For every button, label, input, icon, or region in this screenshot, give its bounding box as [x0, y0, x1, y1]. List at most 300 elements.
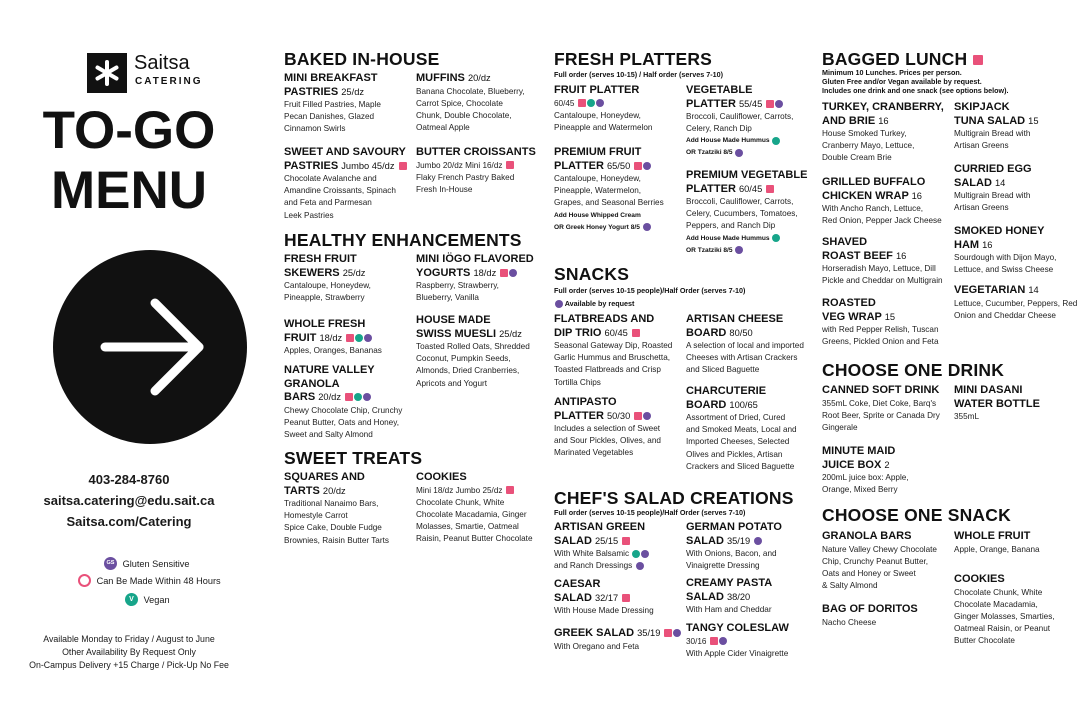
- text-snacks-i1-d-2: Toasted Flatbreads and Crisp: [554, 365, 661, 375]
- text-salad-i6-d-0: With Apple Cider Vinaigrette: [686, 648, 789, 658]
- text-salad-i6-n: TANGY COLESLAW: [686, 622, 789, 634]
- text-salad-i1-d-1: and Ranch Dressings: [554, 561, 633, 571]
- text-snacks-i2-n: ARTISAN CHEESE: [686, 313, 784, 325]
- text-sweet-i2-d-1: Chocolate Macadamia, Ginger: [416, 509, 527, 519]
- text-lunch-i2-p: 15: [1028, 115, 1039, 126]
- menu-item-smoked-honey-ham: [954, 225, 1084, 276]
- text-salad-i5-d-0: With Oregano and Feta: [554, 641, 640, 651]
- item-name: [554, 146, 684, 173]
- text-snack-i2-n: WHOLE FRUIT: [954, 530, 1031, 542]
- gluten-sensitive-icon: [775, 100, 783, 108]
- text-salad-i2-d-0: With Onions, Bacon, and: [686, 549, 777, 558]
- text-snacks-i4-d-0: Assortment of Dried, Cured: [686, 413, 786, 422]
- text-snack-i3-d-0: Nacho Cheese: [822, 617, 877, 627]
- item-name: [284, 364, 414, 405]
- text-healthy-i1-d-1: Pineapple, Strawberry: [284, 293, 365, 303]
- text-baked-i1-d-0: Fruit Filled Pastries, Maple: [284, 100, 381, 109]
- text-healthy-i5-d-0: Chewy Chocolate Chip, Crunchy: [284, 405, 403, 415]
- item-name: [284, 471, 412, 498]
- text-snacks-i4-d-3: Olives and Pickles, Artisan: [686, 449, 783, 459]
- item-name: [554, 396, 684, 423]
- text-snacks-i1-d-1: Garlic Hummus and Bruschetta,: [554, 353, 671, 363]
- section-healthy: HEALTHY ENHANCEMENTS: [284, 230, 522, 250]
- vegan-icon: [354, 393, 362, 401]
- text-salad-i2-d-1: Vinaigrette Dressing: [686, 561, 760, 571]
- menu-item-premium-vegetable-platter: [686, 169, 816, 257]
- menu-item-doritos: [822, 603, 954, 629]
- text-lunch-i1-p: 16: [878, 115, 889, 126]
- item-description: [686, 245, 816, 257]
- item-description: [416, 485, 551, 497]
- legend-hours-label: Can Be Made Within 48 Hours: [96, 575, 221, 586]
- text-baked-i3-p: Jumbo 45/dz: [341, 160, 395, 171]
- text-baked-i2-n: MUFFINS: [416, 72, 465, 84]
- text-healthy-i4-p: 25/dz: [499, 328, 522, 339]
- gluten-sensitive-icon: [735, 246, 743, 254]
- text-lunch-i7-n: ROASTED: [822, 297, 876, 309]
- vegan-icon: [355, 334, 363, 342]
- text-lunch-i6-d-1: Lettuce, and Swiss Cheese: [954, 265, 1054, 275]
- text-drink-i3-d-1: Orange, Mixed Berry: [822, 485, 898, 495]
- text-snacks-i3-n2: PLATTER: [554, 409, 604, 422]
- salads-subtitle: Full order (serves 10-15 people)/Half Order (serves 7-10): [554, 508, 746, 517]
- vegan-icon: [772, 234, 780, 242]
- text-platters-i4-d-1: Celery, Cucumbers, Tomatoes,: [686, 209, 798, 219]
- text-platters-i2-n: VEGETABLE: [686, 84, 753, 96]
- text-baked-i1-n2: PASTRIES: [284, 85, 339, 98]
- menu-item-whole-fresh-fruit: [284, 318, 412, 357]
- item-name: [554, 313, 684, 340]
- text-platters-i3-a-0: Add House Whipped Cream: [554, 211, 641, 219]
- text-platters-i3-p: 65/50: [606, 160, 631, 171]
- text-baked-i3-n: SWEET AND SAVOURY: [284, 146, 406, 158]
- text-baked-i3-d-2: and Feta and Parmesan: [284, 198, 372, 208]
- text-snacks-i2-d-0: A selection of local and imported: [686, 341, 804, 350]
- section-platters: FRESH PLATTERS: [554, 49, 713, 69]
- text-healthy-i4-d-1: Coconut, Pumpkin Seeds,: [416, 354, 511, 364]
- menu-item-caesar-salad: [554, 578, 684, 617]
- text-healthy-i4-d-0: Toasted Rolled Oats, Shredded: [416, 342, 530, 351]
- item-name: [554, 627, 684, 641]
- text-platters-i4-p: 60/45: [738, 183, 763, 194]
- text-snack-i4-d-4: Butter Chocolate: [954, 636, 1015, 646]
- menu-item-shaved-roast-beef: [822, 236, 954, 287]
- snacks-availability: [554, 299, 634, 308]
- menu-item-granola-bars: [284, 364, 414, 441]
- text-snacks-i4-n: CHARCUTERIE: [686, 385, 767, 397]
- item-name: [416, 72, 544, 86]
- text-salad-i1-p: 25/15: [594, 535, 619, 546]
- text-lunch-i1-n2: AND BRIE: [822, 114, 876, 127]
- item-description: [686, 233, 816, 245]
- legend-hours: [78, 574, 221, 587]
- menu-item-butter-croissants: [416, 146, 546, 196]
- text-snacks-i1-d-3: Tortilla Chips: [554, 377, 601, 387]
- text-healthy-i4-n2: SWISS MUESLI: [416, 327, 497, 340]
- alarm-clock-icon: [622, 537, 630, 545]
- text-lunch-i7-n2: VEG WRAP: [822, 310, 882, 323]
- text-healthy-i3-p: 18/dz: [319, 332, 343, 343]
- menu-item-antipasto-platter: [554, 396, 684, 460]
- gluten-sensitive-icon: [643, 162, 651, 170]
- item-description: [686, 636, 816, 648]
- text-lunch-i7-d-0: with Red Pepper Relish, Tuscan: [822, 325, 939, 334]
- text-drink-i3-n: MINUTE MAID: [822, 445, 896, 457]
- item-name: [416, 253, 551, 280]
- text-healthy-i1-d-0: Cantaloupe, Honeydew,: [284, 281, 371, 290]
- text-salad-i4-p: 38/20: [726, 591, 751, 602]
- text-snack-i1-d-1: Chip, Crunchy Peanut Butter,: [822, 556, 929, 566]
- menu-item-artisan-cheese-board: [686, 313, 821, 377]
- text-lunch-i5-n: SHAVED: [822, 236, 868, 248]
- text-lunch-i3-n: GRILLED BUFFALO: [822, 176, 926, 188]
- text-salad-i2-n: GERMAN POTATO: [686, 521, 782, 533]
- brand-subtitle: CATERING: [135, 76, 203, 87]
- item-description: [686, 147, 816, 159]
- text-lunch-i4-d-1: Artisan Greens: [954, 203, 1009, 213]
- text-lunch-i2-d-0: Multigrain Bread with: [954, 129, 1031, 138]
- text-lunch-i1-d-2: Double Cream Brie: [822, 153, 892, 163]
- text-snack-i3-n: BAG OF DORITOS: [822, 603, 918, 615]
- text-platters-i1-p: 60/45: [554, 98, 575, 108]
- text-platters-i4-n: PREMIUM VEGETABLE: [686, 169, 808, 181]
- text-lunch-i8-d-1: Onion and Cheddar Cheese: [954, 310, 1056, 320]
- item-name: [954, 163, 1084, 190]
- alarm-clock-icon: [399, 162, 407, 170]
- menu-item-vegetarian: [954, 284, 1084, 322]
- text-platters-i1-d-0: Cantaloupe, Honeydew,: [554, 110, 641, 120]
- text-baked-i1-p: 25/dz: [341, 86, 365, 97]
- item-name: [686, 385, 821, 412]
- text-lunch-i5-d-1: Pickle and Cheddar on Multigrain: [822, 276, 943, 286]
- text-lunch-i3-d-0: With Ancho Ranch, Lettuce,: [822, 204, 924, 213]
- menu-item-skipjack-tuna-salad: [954, 101, 1084, 152]
- menu-item-canned-soft-drink: [822, 384, 954, 434]
- text-lunch-i1-d-1: Cranberry Mayo, Lettuce,: [822, 141, 915, 151]
- text-platters-i1-d-1: Pineapple and Watermelon: [554, 122, 653, 132]
- legend-vegan-label: Vegan: [143, 594, 170, 605]
- menu-item-flatbreads-dip: [554, 313, 684, 389]
- text-platters-i2-d-1: Celery, Ranch Dip: [686, 124, 752, 134]
- item-name: [686, 169, 816, 196]
- text-platters-i4-d-0: Broccoli, Cauliflower, Carrots,: [686, 197, 794, 206]
- menu-item-whole-fruit-choice: [954, 530, 1084, 556]
- text-platters-i2-a-1: OR Tzatziki 8/5: [686, 149, 733, 157]
- text-baked-i4-n: BUTTER CROISSANTS: [416, 146, 536, 158]
- text-healthy-i4-d-3: Apricots and Yogurt: [416, 378, 488, 388]
- text-healthy-i5-p: 20/dz: [318, 392, 341, 402]
- text-sweet-i1-d-0: Traditional Nanaimo Bars,: [284, 499, 379, 508]
- text-baked-i2-p: 20/dz: [467, 73, 491, 83]
- text-snacks-i1-p: 60/45: [604, 327, 628, 338]
- text-baked-i2-d-1: Carrot Spice, Chocolate: [416, 98, 503, 108]
- text-baked-i2-d-0: Banana Chocolate, Blueberry,: [416, 86, 525, 96]
- text-snack-i1-n: GRANOLA BARS: [822, 530, 912, 542]
- text-salad-i4-n2: SALAD: [686, 590, 724, 603]
- text-platters-i3-a-1: OR Greek Honey Yogurt 8/5: [554, 223, 640, 231]
- text-sweet-i2-d-3: Raisin, Peanut Butter Chocolate: [416, 534, 533, 544]
- text-baked-i1-d-1: Pecan Danishes, Glazed: [284, 112, 375, 122]
- text-salad-i2-p: 35/19: [726, 535, 751, 546]
- text-baked-i4-d-1: Fresh In-House: [416, 184, 473, 194]
- text-snacks-i3-d-0: Includes a selection of Sweet: [554, 424, 661, 433]
- text-baked-i4-d-0: Flaky French Pastry Baked: [416, 172, 515, 182]
- menu-item-minute-maid: [822, 445, 954, 496]
- section-drink: CHOOSE ONE DRINK: [822, 360, 1005, 380]
- text-sweet-i1-d-1: Homestyle Carrot: [284, 511, 348, 521]
- item-name: [284, 318, 412, 345]
- text-healthy-i5-n3: BARS: [284, 391, 316, 403]
- text-lunch-i8-p: 14: [1028, 285, 1039, 295]
- text-salad-i1-n2: SALAD: [554, 534, 592, 547]
- alarm-clock-icon: [766, 100, 774, 108]
- text-lunch-i4-p: 14: [994, 177, 1006, 188]
- gluten-sensitive-icon: [673, 629, 681, 637]
- text-baked-i3-n2: PASTRIES: [284, 159, 339, 172]
- text-snack-i4-d-0: Chocolate Chunk, White: [954, 587, 1043, 597]
- text-sweet-i1-n: SQUARES AND: [284, 471, 365, 483]
- alarm-clock-icon: [578, 99, 586, 107]
- item-description: [554, 222, 684, 234]
- item-description: [554, 560, 684, 572]
- footer-line3: On-Campus Delivery +15 Charge / Pick-Up No Fee: [29, 660, 229, 670]
- text-snacks-i1-n: FLATBREADS AND: [554, 313, 655, 325]
- text-platters-i2-p: 55/45: [738, 98, 763, 109]
- platters-subtitle: Full order (serves 10-15) / Half order (serves 7-10): [554, 70, 723, 79]
- text-drink-i1-d-2: Gingerale: [822, 422, 858, 432]
- text-lunch-i8-n: VEGETARIAN: [954, 284, 1026, 296]
- contact-phone[interactable]: 403-284-8760: [88, 472, 170, 487]
- item-name: [822, 101, 954, 128]
- lunch-subtitle-2: Gluten Free and/or Vegan available by request.: [822, 77, 982, 86]
- gluten-sensitive-icon: [643, 223, 651, 231]
- text-drink-i2-n2: WATER BOTTLE: [954, 397, 1040, 410]
- text-sweet-i2-n: COOKIES: [416, 471, 467, 483]
- menu-item-buffalo-chicken-wrap: [822, 176, 954, 227]
- menu-item-vegetable-platter: [686, 84, 816, 159]
- text-snacks-i4-p: 100/65: [729, 399, 758, 410]
- text-healthy-i2-n: MINI IÖGO FLAVORED: [416, 253, 534, 265]
- text-lunch-i5-d-0: Horseradish Mayo, Lettuce, Dill: [822, 264, 936, 273]
- menu-item-fruit-platter: [554, 84, 682, 134]
- item-name: [822, 297, 954, 324]
- gluten-sensitive-icon: [596, 99, 604, 107]
- text-snack-i1-d-0: Nature Valley Chewy Chocolate: [822, 544, 937, 554]
- vegan-icon: [587, 99, 595, 107]
- asterisk-logo-icon: [87, 53, 127, 93]
- item-description: [554, 548, 684, 560]
- text-snacks-i2-d-2: and Sliced Baguette: [686, 365, 760, 375]
- section-snacks: SNACKS: [554, 264, 630, 284]
- contact-website[interactable]: Saitsa.com/Catering: [66, 514, 192, 529]
- text-lunch-i6-p: 16: [982, 239, 993, 250]
- brand-name: Saitsa: [134, 52, 190, 74]
- vegan-icon: [632, 550, 640, 558]
- section-baked: BAKED IN-HOUSE: [284, 49, 440, 69]
- gluten-sensitive-icon: [555, 300, 563, 308]
- text-lunch-title: BAGGED LUNCH: [822, 49, 968, 69]
- snacks-subtitle: Full order (serves 10-15 people)/Half Order (serves 7-10): [554, 286, 746, 295]
- text-snacks-i3-d-1: and Sour Pickles, Olives, and: [554, 436, 661, 446]
- item-name: [686, 521, 816, 548]
- text-drink-i1-d-0: 355mL Coke, Diet Coke, Barq's: [822, 398, 937, 408]
- text-snacks-i4-d-4: Crackers and Sliced Baguette: [686, 461, 795, 471]
- text-sweet-i1-n2: TARTS: [284, 484, 320, 497]
- text-platters-i2-n2: PLATTER: [686, 97, 736, 110]
- text-lunch-i3-d-1: Red Onion, Pepper Jack Cheese: [822, 216, 942, 226]
- text-lunch-i4-d-0: Multigrain Bread with: [954, 191, 1031, 200]
- text-baked-i3-d-1: Amandine Croissants, Spinach: [284, 186, 396, 196]
- gluten-sensitive-icon: [509, 269, 517, 277]
- item-name: [416, 314, 546, 341]
- section-snack-choice: CHOOSE ONE SNACK: [822, 505, 1011, 525]
- menu-item-swiss-muesli: [416, 314, 546, 390]
- text-snacks-i4-d-2: Imported Cheeses, Selected: [686, 437, 790, 447]
- lunch-subtitle-1: Minimum 10 Lunches. Prices per person.: [822, 68, 962, 77]
- text-lunch-i2-n2: TUNA SALAD: [954, 114, 1026, 127]
- text-drink-i3-p: 2: [884, 459, 890, 470]
- item-name: [284, 146, 414, 173]
- menu-item-curried-egg-salad: [954, 163, 1084, 214]
- footer-line2: Other Availability By Request Only: [62, 647, 196, 657]
- text-salad-i4-n: CREAMY PASTA: [686, 577, 773, 589]
- menu-item-cookies: [416, 471, 551, 546]
- item-name: [954, 101, 1084, 128]
- menu-item-fresh-fruit-skewers: [284, 253, 412, 304]
- item-name: [822, 236, 954, 263]
- text-snacks-i2-n2: BOARD: [686, 326, 727, 339]
- alarm-clock-icon: [346, 334, 354, 342]
- text-drink-i2-d-0: 355mL: [954, 412, 980, 421]
- menu-item-german-potato-salad: [686, 521, 816, 572]
- text-snacks-avail: Available by request: [564, 299, 635, 308]
- text-healthy-i3-d-0: Apples, Oranges, Bananas: [284, 346, 382, 355]
- menu-item-cookies-choice: [954, 573, 1084, 648]
- text-healthy-i4-d-2: Almonds, Dried Cranberries,: [416, 366, 520, 376]
- text-lunch-i4-n: CURRIED EGG: [954, 163, 1032, 175]
- arrow-circle: [53, 250, 247, 444]
- text-healthy-i2-d-0: Raspberry, Strawberry,: [416, 281, 499, 290]
- text-platters-i1-n: FRUIT PLATTER: [554, 84, 640, 96]
- menu-item-mini-breakfast-pastries: [284, 72, 412, 136]
- text-salad-i5-n: GREEK SALAD: [554, 627, 635, 639]
- text-salad-i3-n: CAESAR: [554, 578, 601, 590]
- text-lunch-i2-d-1: Artisan Greens: [954, 141, 1009, 151]
- text-lunch-i7-d-1: Greens, Pickled Onion and Feta: [822, 337, 939, 347]
- text-snack-i1-d-3: & Salty Almond: [822, 581, 878, 591]
- text-salad-i2-n2: SALAD: [686, 534, 724, 547]
- text-lunch-i2-n: SKIPJACK: [954, 101, 1010, 113]
- text-lunch-i6-n: SMOKED HONEY: [954, 225, 1045, 237]
- gluten-sensitive-icon: GS: [104, 557, 117, 570]
- alarm-clock-icon: [632, 329, 640, 337]
- text-platters-i3-d-2: Grapes, and Seasonal Berries: [554, 198, 664, 208]
- gluten-sensitive-icon: [636, 562, 644, 570]
- gluten-sensitive-icon: [641, 550, 649, 558]
- text-sweet-i2-p: Mini 18/dz Jumbo 25/dz: [416, 485, 503, 495]
- text-sweet-i2-d-0: Chocolate Chunk, White: [416, 497, 505, 507]
- alarm-clock-icon: [78, 574, 91, 587]
- text-sweet-i2-d-2: Molasses, Smartie, Oatmeal: [416, 522, 519, 532]
- text-salad-i3-p: 32/17: [594, 592, 619, 603]
- text-healthy-i2-p: 18/dz: [473, 267, 497, 278]
- text-healthy-i3-n: WHOLE FRESH: [284, 318, 366, 330]
- text-lunch-i6-d-0: Sourdough with Dijon Mayo,: [954, 253, 1057, 262]
- text-sweet-i1-p: 20/dz: [322, 485, 346, 496]
- text-platters-i4-d-2: Peppers, and Ranch Dip: [686, 221, 776, 231]
- text-baked-i1-d-2: Cinnamon Swirls: [284, 124, 346, 134]
- menu-item-squares-tarts: [284, 471, 412, 547]
- text-healthy-i2-n2: YOGURTS: [416, 266, 471, 279]
- text-lunch-i7-p: 15: [884, 311, 896, 322]
- menu-item-premium-fruit-platter: [554, 146, 684, 234]
- text-platters-i4-n2: PLATTER: [686, 182, 736, 195]
- menu-item-greek-salad: [554, 627, 684, 653]
- text-snack-i4-d-1: Chocolate Macadamia,: [954, 599, 1038, 609]
- text-baked-i2-d-3: Oatmeal Apple: [416, 123, 470, 133]
- menu-item-mini-dasani: [954, 384, 1084, 423]
- item-name: [954, 225, 1084, 252]
- text-snacks-i2-d-1: Cheeses with Artisan Crackers: [686, 353, 798, 363]
- menu-item-charcuterie-board: [686, 385, 821, 473]
- menu-item-granola-bars-choice: [822, 530, 954, 592]
- gluten-sensitive-icon: [754, 537, 762, 545]
- menu-item-iogo-yogurts: [416, 253, 551, 304]
- text-snack-i2-d-0: Apple, Orange, Banana: [954, 544, 1040, 554]
- item-name: [284, 253, 412, 280]
- text-salad-i6-p: 30/16: [686, 636, 707, 646]
- text-platters-i4-a-0: Add House Made Hummus: [686, 234, 770, 242]
- text-platters-i3-d-0: Cantaloupe, Honeydew,: [554, 174, 641, 183]
- gluten-sensitive-icon: [735, 149, 743, 157]
- text-platters-i2-d-0: Broccoli, Cauliflower, Carrots,: [686, 112, 794, 121]
- menu-item-roasted-veg-wrap: [822, 297, 954, 348]
- text-salad-i3-d-0: With House Made Dressing: [554, 606, 654, 615]
- text-snacks-i2-p: 80/50: [729, 327, 753, 338]
- text-platters-i4-a-1: OR Tzatziki 8/5: [686, 246, 733, 254]
- text-snack-i4-d-3: Oatmeal Raisin, or Peanut: [954, 624, 1051, 634]
- gluten-sensitive-icon: [719, 637, 727, 645]
- text-sweet-i1-d-3: Brownies, Raisin Butter Tarts: [284, 535, 389, 545]
- text-salad-i1-n: ARTISAN GREEN: [554, 521, 646, 533]
- gluten-sensitive-icon: [363, 393, 371, 401]
- text-drink-i1-n: CANNED SOFT DRINK: [822, 384, 940, 396]
- text-salad-i5-p: 35/19: [637, 628, 661, 638]
- text-snack-i4-n: COOKIES: [954, 573, 1005, 585]
- text-salad-i4-d-0: With Ham and Cheddar: [686, 605, 772, 614]
- text-platters-i3-n2: PLATTER: [554, 159, 604, 172]
- text-snacks-i1-n2: DIP TRIO: [554, 326, 602, 339]
- section-sweet: SWEET TREATS: [284, 448, 423, 468]
- text-lunch-i1-d-0: House Smoked Turkey,: [822, 129, 907, 138]
- alarm-clock-icon: [664, 629, 672, 637]
- item-name: [822, 445, 954, 472]
- text-drink-i3-n2: JUICE BOX: [822, 458, 882, 471]
- legend-gluten: [104, 557, 189, 570]
- menu-item-sweet-savoury-pastries: [284, 146, 414, 222]
- text-lunch-i4-n2: SALAD: [954, 176, 992, 189]
- text-lunch-i3-p: 16: [911, 190, 922, 201]
- text-snacks-i1-d-0: Seasonal Gateway Dip, Roasted: [554, 341, 673, 350]
- text-platters-i3-d-1: Pineapple, Watermelon,: [554, 186, 642, 196]
- menu-item-turkey-cranberry-brie: [822, 101, 954, 165]
- text-snacks-i4-n2: BOARD: [686, 398, 727, 411]
- text-healthy-i1-n2: SKEWERS: [284, 266, 340, 279]
- alarm-clock-icon: [766, 185, 774, 193]
- page-title-line1: TO-GO: [42, 101, 216, 160]
- gluten-sensitive-icon: [643, 412, 651, 420]
- contact-email[interactable]: saitsa.catering@edu.sait.ca: [43, 493, 215, 508]
